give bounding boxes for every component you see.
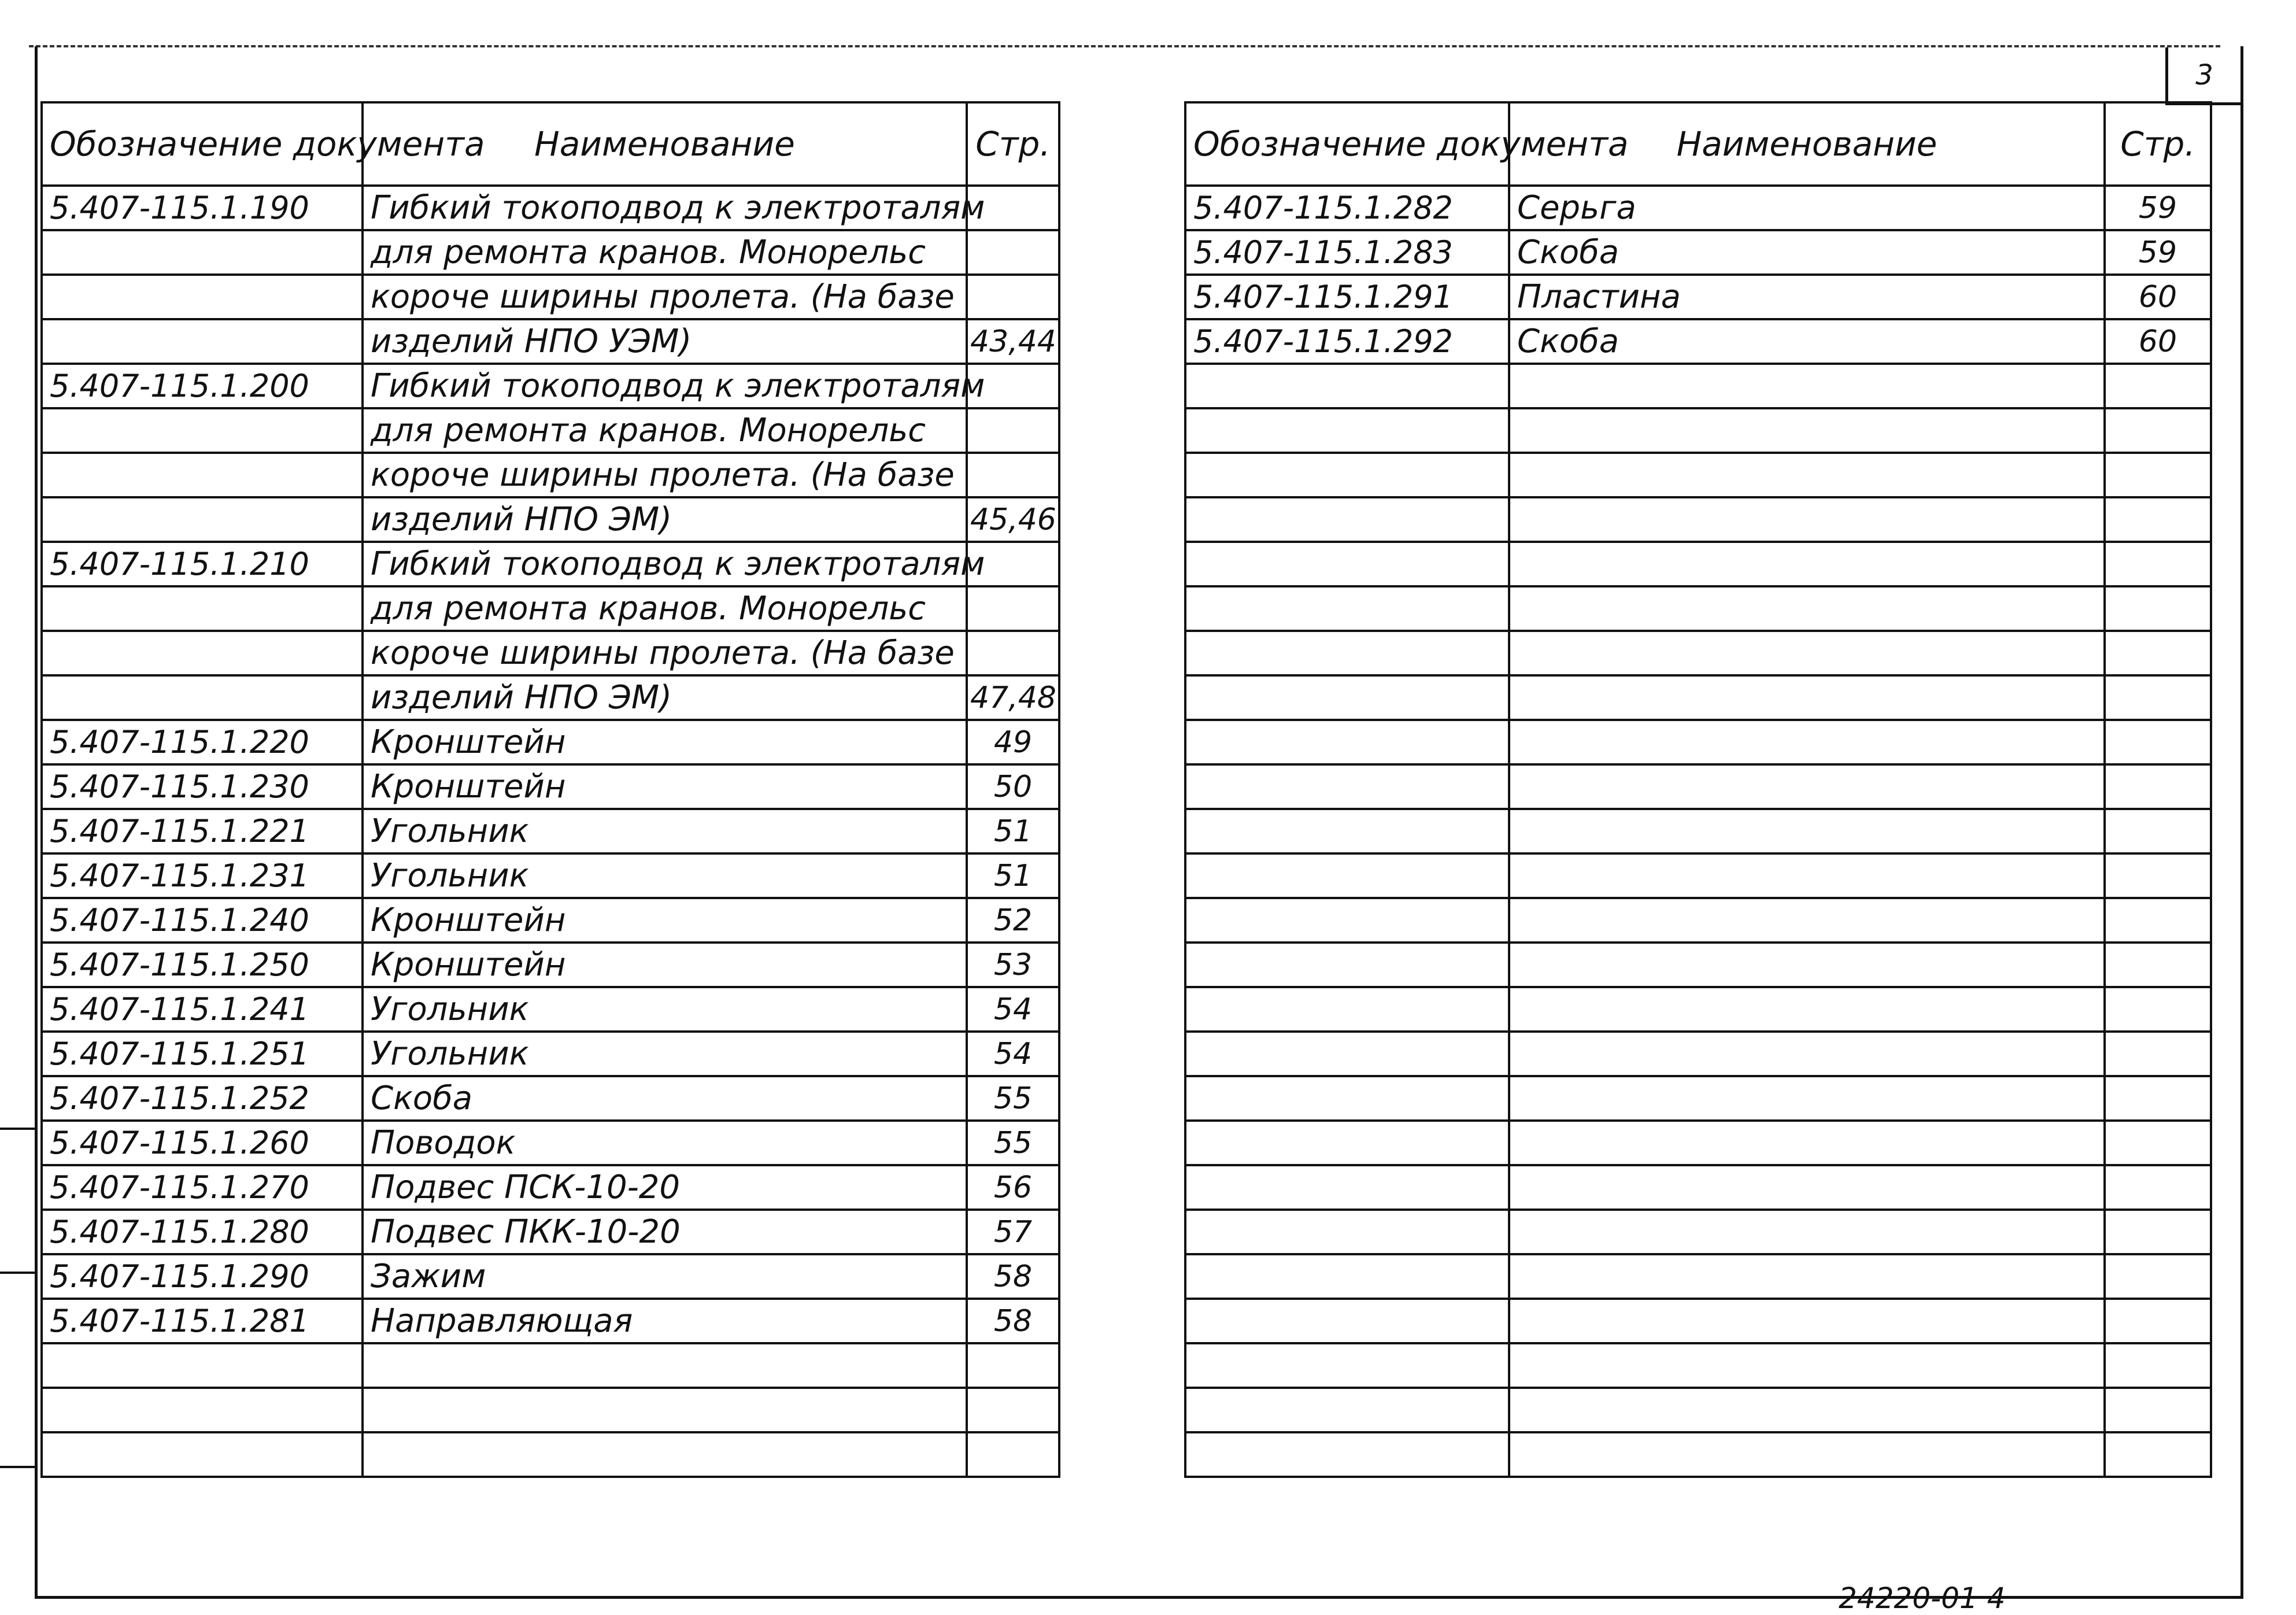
item-name-cell: Гибкий токоподвод к электроталям: [363, 542, 967, 586]
item-name-cell: Угольник: [363, 853, 967, 898]
document-code-cell: [1185, 987, 1509, 1032]
table-row: [1185, 1076, 2211, 1121]
item-name-cell: [1509, 853, 2105, 898]
document-code-cell: [1185, 497, 1509, 542]
item-name-cell: изделий НПО ЭМ): [363, 675, 967, 720]
table-row: [42, 186, 1059, 230]
item-name-cell: Кронштейн: [363, 764, 967, 809]
page-number-cell: [967, 230, 1059, 275]
item-name-cell: [1509, 408, 2105, 453]
page-number-cell: [2105, 1076, 2211, 1121]
table-row: [1185, 1299, 2211, 1343]
table-row: [42, 275, 1059, 319]
document-code-cell: [1185, 1165, 1509, 1210]
column-header-page: Стр.: [967, 102, 1059, 186]
table-row: [1185, 1165, 2211, 1210]
page-number-cell: 58: [967, 1254, 1059, 1299]
page-number-cell: 43,44: [967, 319, 1059, 364]
table-row: [42, 987, 1059, 1032]
page-number-cell: 53: [967, 943, 1059, 987]
document-code-cell: 5.407-115.1.231: [42, 853, 363, 898]
page-number-cell: 52: [967, 898, 1059, 943]
document-code-cell: 5.407-115.1.220: [42, 720, 363, 764]
document-code-cell: 5.407-115.1.230: [42, 764, 363, 809]
page-number-cell: [967, 1388, 1059, 1432]
document-code-cell: [1185, 943, 1509, 987]
table-row: [42, 1076, 1059, 1121]
page-number-cell: 60: [2105, 275, 2211, 319]
document-code-cell: [42, 275, 363, 319]
table-row: [1185, 1343, 2211, 1388]
table-row: [42, 408, 1059, 453]
page-number-cell: [2105, 1032, 2211, 1076]
table-row: [1185, 1210, 2211, 1254]
table-row: [1185, 1388, 2211, 1432]
left-table-body: [42, 186, 1059, 1477]
document-code-cell: 5.407-115.1.251: [42, 1032, 363, 1076]
table-row: [1185, 1032, 2211, 1076]
item-name-cell: [1509, 453, 2105, 497]
table-row: [1185, 364, 2211, 408]
table-row: [42, 542, 1059, 586]
table-row: [42, 675, 1059, 720]
table-row: [42, 364, 1059, 408]
page-number-cell: [2105, 943, 2211, 987]
document-code-cell: 5.407-115.1.281: [42, 1299, 363, 1343]
item-name-cell: [1509, 364, 2105, 408]
document-code-cell: [42, 586, 363, 631]
item-name-cell: [1509, 1032, 2105, 1076]
page-number-cell: [2105, 364, 2211, 408]
table-row: [42, 1032, 1059, 1076]
sheet-number: 3: [2165, 47, 2240, 105]
document-code-cell: 5.407-115.1.270: [42, 1165, 363, 1210]
document-code-cell: [42, 497, 363, 542]
page-number-cell: [2105, 987, 2211, 1032]
left-register-table: [40, 101, 1060, 1478]
document-code-cell: [1185, 1032, 1509, 1076]
item-name-cell: для ремонта кранов. Монорельс: [363, 586, 967, 631]
document-code-cell: [1185, 809, 1509, 853]
item-name-cell: изделий НПО ЭМ): [363, 497, 967, 542]
item-name-cell: [1509, 1432, 2105, 1477]
table-row: [1185, 275, 2211, 319]
page-number-cell: [967, 1432, 1059, 1477]
document-code-cell: [1185, 1432, 1509, 1477]
item-name-cell: [1509, 809, 2105, 853]
page-number-cell: [2105, 631, 2211, 675]
page-number-cell: [2105, 453, 2211, 497]
document-code: 24220-01 4: [1839, 1581, 2006, 1615]
table-row: [42, 853, 1059, 898]
page-number-cell: [2105, 1121, 2211, 1165]
page-number-cell: [967, 408, 1059, 453]
table-row: [1185, 1254, 2211, 1299]
table-row: [1185, 497, 2211, 542]
table-row: [42, 586, 1059, 631]
document-code-cell: [1185, 586, 1509, 631]
page-number-cell: 51: [967, 809, 1059, 853]
page-number-cell: 59: [2105, 230, 2211, 275]
table-row: [42, 230, 1059, 275]
document-code-cell: 5.407-115.1.283: [1185, 230, 1509, 275]
page-number-cell: 54: [967, 987, 1059, 1032]
page-number-cell: [2105, 542, 2211, 586]
table-row: [42, 497, 1059, 542]
table-row: [1185, 720, 2211, 764]
document-code-cell: [42, 453, 363, 497]
column-header-name: Наименование: [1509, 102, 2105, 186]
page-number-cell: 45,46: [967, 497, 1059, 542]
table-row: [42, 1299, 1059, 1343]
right-header-row: [1185, 102, 2211, 186]
item-name-cell: [1509, 631, 2105, 675]
page-number-cell: [2105, 1343, 2211, 1388]
column-header-designation: Обозначение документа: [42, 102, 363, 186]
document-code-cell: 5.407-115.1.252: [42, 1076, 363, 1121]
page-number-cell: [2105, 809, 2211, 853]
item-name-cell: Гибкий токоподвод к электроталям: [363, 186, 967, 230]
document-code-cell: 5.407-115.1.190: [42, 186, 363, 230]
table-row: [42, 1210, 1059, 1254]
item-name-cell: короче ширины пролета. (На базе: [363, 631, 967, 675]
item-name-cell: [1509, 720, 2105, 764]
page-number-cell: [967, 453, 1059, 497]
table-row: [1185, 542, 2211, 586]
table-row: [1185, 898, 2211, 943]
document-code-cell: [42, 1388, 363, 1432]
column-header-designation: Обозначение документа: [1185, 102, 1509, 186]
document-code-cell: 5.407-115.1.250: [42, 943, 363, 987]
item-name-cell: Угольник: [363, 809, 967, 853]
item-name-cell: Подвес ПСК-10-20: [363, 1165, 967, 1210]
page-number-cell: [2105, 1432, 2211, 1477]
page-number-cell: [2105, 1165, 2211, 1210]
document-code-cell: [1185, 408, 1509, 453]
document-code-cell: [1185, 453, 1509, 497]
document-code-cell: [1185, 853, 1509, 898]
table-row: [1185, 943, 2211, 987]
table-row: [42, 898, 1059, 943]
page-number-cell: 59: [2105, 186, 2211, 230]
item-name-cell: [1509, 675, 2105, 720]
item-name-cell: [363, 1388, 967, 1432]
page-number-cell: 49: [967, 720, 1059, 764]
page-number-cell: [967, 275, 1059, 319]
document-code-cell: [1185, 1076, 1509, 1121]
item-name-cell: [1509, 1121, 2105, 1165]
table-row: [42, 1254, 1059, 1299]
table-row: [1185, 987, 2211, 1032]
item-name-cell: Направляющая: [363, 1299, 967, 1343]
table-row: [42, 943, 1059, 987]
item-name-cell: [1509, 1388, 2105, 1432]
document-code-cell: 5.407-115.1.292: [1185, 319, 1509, 364]
item-name-cell: для ремонта кранов. Монорельс: [363, 230, 967, 275]
document-code-cell: 5.407-115.1.221: [42, 809, 363, 853]
document-code-cell: 5.407-115.1.290: [42, 1254, 363, 1299]
item-name-cell: для ремонта кранов. Монорельс: [363, 408, 967, 453]
document-code-cell: 5.407-115.1.282: [1185, 186, 1509, 230]
item-name-cell: Кронштейн: [363, 943, 967, 987]
page-number-cell: [967, 1343, 1059, 1388]
page-number-cell: [2105, 1210, 2211, 1254]
document-code-cell: [42, 1432, 363, 1477]
document-code-cell: 5.407-115.1.280: [42, 1210, 363, 1254]
page-number-cell: [2105, 1388, 2211, 1432]
document-code-cell: 5.407-115.1.241: [42, 987, 363, 1032]
item-name-cell: [1509, 1076, 2105, 1121]
table-row: [42, 1121, 1059, 1165]
table-row: [1185, 586, 2211, 631]
document-code-cell: [42, 319, 363, 364]
item-name-cell: Кронштейн: [363, 898, 967, 943]
table-row: [1185, 453, 2211, 497]
page-number-cell: 51: [967, 853, 1059, 898]
table-row: [1185, 675, 2211, 720]
page-number-cell: 54: [967, 1032, 1059, 1076]
item-name-cell: [1509, 1299, 2105, 1343]
page-number-cell: [967, 631, 1059, 675]
page-number-cell: 47,48: [967, 675, 1059, 720]
document-code-cell: 5.407-115.1.291: [1185, 275, 1509, 319]
document-code-cell: [1185, 364, 1509, 408]
item-name-cell: [1509, 497, 2105, 542]
table-row: [1185, 319, 2211, 364]
page-number-cell: [2105, 1299, 2211, 1343]
item-name-cell: Скоба: [363, 1076, 967, 1121]
page-number-cell: 56: [967, 1165, 1059, 1210]
document-code-cell: [1185, 1254, 1509, 1299]
item-name-cell: Угольник: [363, 987, 967, 1032]
table-row: [1185, 1432, 2211, 1477]
document-code-cell: [1185, 1388, 1509, 1432]
page-number-cell: [967, 586, 1059, 631]
page-number-cell: [2105, 720, 2211, 764]
table-row: [1185, 186, 2211, 230]
document-code-cell: 5.407-115.1.210: [42, 542, 363, 586]
document-code-cell: [1185, 1121, 1509, 1165]
document-code-cell: [42, 408, 363, 453]
item-name-cell: Гибкий токоподвод к электроталям: [363, 364, 967, 408]
document-code-cell: 5.407-115.1.260: [42, 1121, 363, 1165]
document-code-cell: [1185, 1299, 1509, 1343]
item-name-cell: изделий НПО УЭМ): [363, 319, 967, 364]
item-name-cell: Угольник: [363, 1032, 967, 1076]
table-row: [1185, 1121, 2211, 1165]
page-number-cell: [2105, 898, 2211, 943]
column-header-name: Наименование: [363, 102, 967, 186]
page-number-cell: [2105, 408, 2211, 453]
document-code-cell: [1185, 898, 1509, 943]
table-row: [42, 319, 1059, 364]
table-row: [42, 1388, 1059, 1432]
item-name-cell: [1509, 1343, 2105, 1388]
item-name-cell: Подвес ПКК-10-20: [363, 1210, 967, 1254]
item-name-cell: Зажим: [363, 1254, 967, 1299]
item-name-cell: Скоба: [1509, 319, 2105, 364]
document-code-cell: [1185, 720, 1509, 764]
document-code-cell: [1185, 542, 1509, 586]
right-register-table: [1184, 101, 2212, 1478]
item-name-cell: Поводок: [363, 1121, 967, 1165]
table-row: [42, 1432, 1059, 1477]
table-row: [42, 631, 1059, 675]
page-number-cell: 55: [967, 1076, 1059, 1121]
item-name-cell: короче ширины пролета. (На базе: [363, 453, 967, 497]
table-row: [1185, 631, 2211, 675]
document-code-cell: [1185, 631, 1509, 675]
document-code-cell: 5.407-115.1.200: [42, 364, 363, 408]
item-name-cell: [363, 1343, 967, 1388]
page-number-cell: 55: [967, 1121, 1059, 1165]
table-row: [1185, 230, 2211, 275]
table-row: [42, 1343, 1059, 1388]
item-name-cell: [1509, 898, 2105, 943]
item-name-cell: Серьга: [1509, 186, 2105, 230]
item-name-cell: [363, 1432, 967, 1477]
table-row: [42, 1165, 1059, 1210]
page-number-cell: [2105, 1254, 2211, 1299]
page-number-cell: [2105, 764, 2211, 809]
item-name-cell: Кронштейн: [363, 720, 967, 764]
page-number-cell: [2105, 586, 2211, 631]
document-code-cell: 5.407-115.1.240: [42, 898, 363, 943]
document-code-cell: [42, 1343, 363, 1388]
document-code-cell: [42, 230, 363, 275]
page-number-cell: [2105, 497, 2211, 542]
page-number-cell: 60: [2105, 319, 2211, 364]
side-stamp-box-lower: [0, 1269, 37, 1468]
item-name-cell: короче ширины пролета. (На базе: [363, 275, 967, 319]
right-table-body: [1185, 186, 2211, 1477]
item-name-cell: Пластина: [1509, 275, 2105, 319]
document-code-cell: [1185, 1210, 1509, 1254]
item-name-cell: [1509, 542, 2105, 586]
document-code-cell: [1185, 1343, 1509, 1388]
item-name-cell: [1509, 1165, 2105, 1210]
table-row: [42, 764, 1059, 809]
item-name-cell: [1509, 943, 2105, 987]
item-name-cell: [1509, 764, 2105, 809]
table-row: [42, 720, 1059, 764]
document-code-cell: [42, 675, 363, 720]
table-row: [1185, 853, 2211, 898]
table-row: [42, 453, 1059, 497]
item-name-cell: [1509, 586, 2105, 631]
left-header-row: [42, 102, 1059, 186]
item-name-cell: [1509, 1210, 2105, 1254]
table-row: [1185, 809, 2211, 853]
item-name-cell: [1509, 987, 2105, 1032]
table-row: [42, 809, 1059, 853]
page-number-cell: [2105, 675, 2211, 720]
item-name-cell: [1509, 1254, 2105, 1299]
item-name-cell: Скоба: [1509, 230, 2105, 275]
table-row: [1185, 764, 2211, 809]
table-row: [1185, 408, 2211, 453]
page-number-cell: 50: [967, 764, 1059, 809]
page-number-cell: [2105, 853, 2211, 898]
page-number-cell: 57: [967, 1210, 1059, 1254]
document-code-cell: [1185, 675, 1509, 720]
document-code-cell: [42, 631, 363, 675]
page-number-cell: 58: [967, 1299, 1059, 1343]
document-code-cell: [1185, 764, 1509, 809]
side-stamp-box-upper: [0, 1128, 37, 1274]
column-header-page: Стр.: [2105, 102, 2211, 186]
